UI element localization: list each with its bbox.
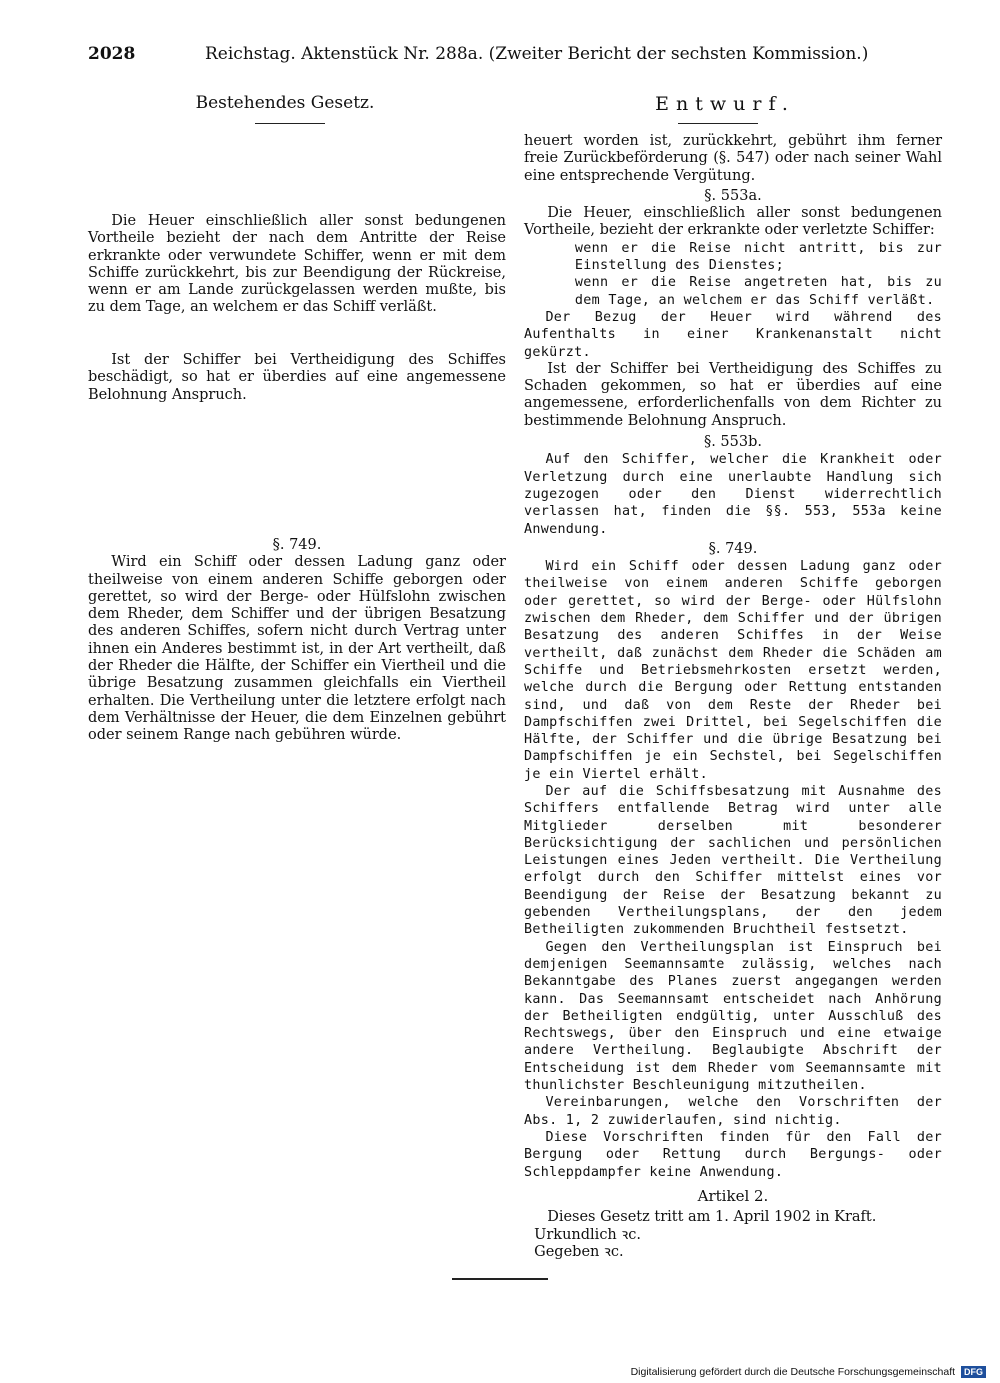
right-column-body xyxy=(524,133,942,1181)
left-para-heuer xyxy=(88,213,506,317)
right-heading-rule xyxy=(678,123,758,124)
article-2-block xyxy=(524,1188,942,1261)
right-continued-text: heuert worden ist, zurückkehrt, gebührt ihm ferner freie Zurückbeförderung (§. 547) oder nach seiner Wahl eine entsprechende Vergütung. xyxy=(524,133,942,184)
right-749-para-a: Wird ein Schiff oder dessen Ladung ganz oder theilweise von einem anderen Schiffe geborgen oder gerettet, so wird der Berge- oder Hülfslohn zwischen dem Rheder, dem Schiffer und der übrigen Besatzung des anderen Schiffes in der Weise vertheilt, daß zunächst dem Rheder die Schäden am Schiffe und Betriebsmehrkosten ersetzt werden, welche durch die Bergung oder Rettung entstanden sind, und daß von dem Reste der Rheder bei Dampfschiffen zwei Drittel, bei Segelschiffen die Hälfte, der Schiffer und die übrige Besatzung bei Dampfschiffen je ein Sechstel, bei Segelschiffen je ein Viertel erhält. xyxy=(524,559,942,782)
left-heading-rule xyxy=(255,123,325,124)
credit-text: Digitalisierung gefördert durch die Deutsche Forschungsgemeinschaft xyxy=(630,1366,956,1378)
left-749-heading: §. 749. xyxy=(272,537,322,553)
urkundlich-text: Urkundlich ꝛc. xyxy=(534,1226,641,1243)
right-749-para-d: Vereinbarungen, welche den Vorschriften der Abs. 1, 2 zuwiderlaufen, sind nichtig. xyxy=(524,1095,942,1128)
right-553b-text: Auf den Schiffer, welcher die Krankheit oder Verletzung durch eine unerlaubte Handlung sich zugezogen oder den Dienst widerrechtlich verlassen hat, finden die §§. 553, 553a keine Anwendung. xyxy=(524,452,942,537)
right-553b-heading: §. 553b. xyxy=(703,434,763,451)
right-column-heading: Entwurf. xyxy=(655,93,795,115)
left-749-text: Wird ein Schiff oder dessen Ladung ganz oder theilweise von einem anderen Schiffe geborgen oder gerettet, so wird der Berge- oder Hülfslohn zwischen dem Rheder, dem Schiffer und der übrigen Besatzung des anderen Schiffes, sofern nicht durch Vertrag unter ihnen ein Anderes bestimmt ist, in der Art vertheilt, daß der Rheder die Hälfte, der Schiffer ein Viertheil und die übrige Besatzung zusammen gleichfalls ein Viertheil erhalten. Die Vertheilung unter die letztere erfolgt nach dem Verhältnisse der Heuer, die dem Einzelnen gebührt oder seinem Range nach gebühren würde. xyxy=(88,554,506,744)
article-2-heading: Artikel 2. xyxy=(697,1187,769,1205)
right-553a-intro: Die Heuer, einschließlich aller sonst bedungenen Vortheile, bezieht der erkrankte oder verletzte Schiffer: xyxy=(524,205,942,239)
right-553a-schaden: Ist der Schiffer bei Vertheidigung des Schiffes zu Schaden gekommen, so hat er überdies auf eine angemessene, erforderlichenfalls von dem Richter zu bestimmende Belohnung Anspruch. xyxy=(524,360,942,429)
right-749-para-b: Der auf die Schiffsbesatzung mit Ausnahme des Schiffers entfallende Betrag wird unter alle Mitglieder derselben mit besonderer Berücksichtigung der sachlichen und persönlichen Leistungen eines Jeden vertheilt. Die Vertheilung erfolgt durch den Schiffer mittelst eines vor Beendigung der Reise der Besatzung bekannt zu gebenden Vertheilungsplans, der den jedem Betheiligten zukommenden Bruchtheil festsetzt. xyxy=(524,783,942,938)
dfg-logo: DFG xyxy=(961,1366,986,1378)
right-553a-case1: wenn er die Reise nicht antritt, bis zur Einstellung des Dienstes; xyxy=(574,240,942,274)
page-number: 2028 xyxy=(88,44,136,64)
right-749-para-c: Gegen den Vertheilungsplan ist Einspruch bei demjenigen Seemannsamte zulässig, welches nach Bekanntgabe des Planes zuerst angegangen werden kann. Das Seemannsamt entscheidet nach Anhörung der Betheiligten endgültig, unter Ausschluß des Rechtswegs, über den Einspruch und eine etwaige andere Vertheilung. Beglaubigte Abschrift der Entscheidung ist dem Rheder vom Seemannsamte mit thunlichster Beschleunigung mitzutheilen. xyxy=(524,939,942,1094)
right-553a-heading: §. 553a. xyxy=(704,187,762,204)
left-section-749 xyxy=(88,537,506,745)
right-749-heading: §. 749. xyxy=(708,540,758,557)
digitization-credit xyxy=(631,1366,986,1378)
left-heuer-text: Die Heuer einschließlich aller sonst bedungenen Vortheile bezieht der nach dem Antritte der Reise erkrankte oder verwundete Schiffer, wenn er mit dem Schiffe zurückkehrt, bis zur Beendigung der Rückreise, wenn er am Lande zurückgelassen werden mußte, bis zu dem Tage, an welchem er das Schiff verläßt. xyxy=(88,213,506,316)
left-para-vertheidigung xyxy=(88,352,506,404)
left-column-heading: Bestehendes Gesetz. xyxy=(195,93,375,113)
closing-rule xyxy=(452,1278,548,1280)
right-749-para-e: Diese Vorschriften finden für den Fall der Bergung oder Rettung durch Bergungs- oder Schleppdampfer keine Anwendung. xyxy=(524,1129,942,1180)
gegeben-text: Gegeben ꝛc. xyxy=(534,1243,624,1260)
right-553a-case2: wenn er die Reise angetreten hat, bis zu dem Tage, an welchem er das Schiff verläßt. xyxy=(574,275,942,308)
running-title: Reichstag. Aktenstück Nr. 288a. (Zweiter Bericht der sechsten Kommission.) xyxy=(205,44,869,64)
right-553a-bezug: Der Bezug der Heuer wird während des Aufenthalts in einer Krankenanstalt nicht gekürzt. xyxy=(524,309,942,360)
left-vertheidigung-text: Ist der Schiffer bei Vertheidigung des Schiffes beschädigt, so hat er überdies auf eine angemessene Belohnung Anspruch. xyxy=(88,352,506,403)
article-2-text: Dieses Gesetz tritt am 1. April 1902 in Kraft. xyxy=(547,1209,877,1226)
